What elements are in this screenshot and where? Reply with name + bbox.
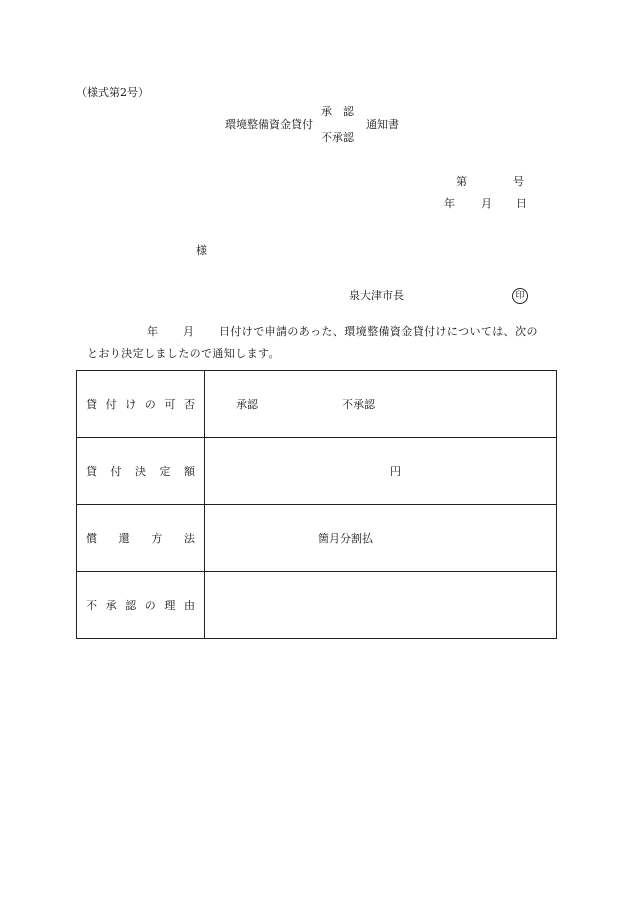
label-char: 定 (159, 465, 171, 478)
label-approval (77, 371, 205, 438)
issuer: 泉大津市長 (349, 289, 404, 302)
date-year: 年 (444, 197, 455, 210)
label-char: の (144, 599, 156, 612)
addressee-suffix: 様 (196, 244, 207, 257)
table-row (77, 438, 557, 505)
value-reject-reason (205, 572, 557, 639)
label-char: 承 (105, 599, 117, 612)
label-char: 貸 (86, 398, 97, 411)
table-row (77, 505, 557, 572)
label-char: 可 (164, 398, 176, 411)
title-suffix: 通知書 (366, 118, 399, 131)
label-char: 認 (125, 599, 137, 612)
table-row (77, 572, 557, 639)
label-char: け (125, 398, 137, 411)
label-reject-reason (77, 572, 205, 639)
table-row (77, 371, 557, 438)
date-day: 日 (516, 197, 527, 210)
label-char: 法 (183, 532, 195, 545)
label-char: 決 (135, 465, 146, 478)
doc-number-suffix: 号 (513, 175, 524, 188)
body-month: 月 (183, 325, 194, 338)
label-char: 額 (184, 465, 195, 478)
body-year: 年 (147, 325, 158, 338)
value-amount (205, 438, 557, 505)
title-option-approve: 承 認 (321, 105, 354, 118)
label-char: 否 (183, 398, 195, 411)
label-char: 方 (151, 532, 163, 545)
form-number: （様式第2号） (76, 86, 149, 99)
label-char: 付 (105, 398, 117, 411)
label-char: 付 (110, 465, 122, 478)
doc-number-prefix: 第 (456, 175, 467, 188)
body-line1: 日付けで申請のあった、環境整備資金貸付けについては、次の (219, 325, 538, 338)
value-approval (205, 371, 557, 438)
repayment-method: 箇月分割払 (318, 532, 373, 545)
value-repayment (205, 505, 557, 572)
label-char: 不 (86, 599, 97, 612)
body-line2: とおり決定しましたので通知します。 (87, 347, 280, 360)
seal-icon: 印 (512, 288, 528, 304)
title-main: 環境整備資金貸付 (225, 118, 313, 131)
label-char: 理 (164, 599, 176, 612)
label-amount (77, 438, 205, 505)
label-char: 由 (183, 599, 195, 612)
label-char: 還 (118, 532, 130, 545)
approve-option: 承認 (236, 398, 258, 411)
reject-option: 不承認 (342, 398, 375, 411)
label-char: の (144, 398, 156, 411)
label-char: 貸 (86, 465, 97, 478)
yen-unit: 円 (390, 465, 401, 478)
label-char: 償 (86, 532, 97, 545)
decision-table (76, 370, 557, 639)
label-repayment (77, 505, 205, 572)
title-option-reject: 不承認 (321, 131, 354, 144)
date-month: 月 (481, 197, 492, 210)
